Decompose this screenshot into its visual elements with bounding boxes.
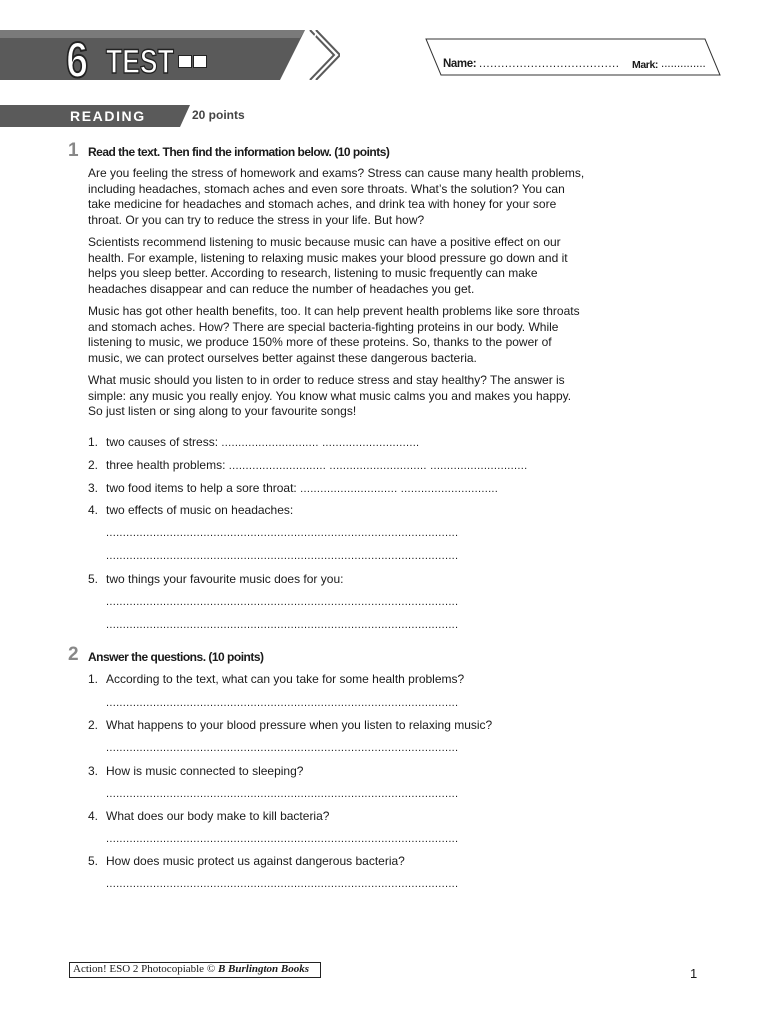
answer-line[interactable]: ......................................................................................................... bbox=[106, 697, 459, 709]
text-paragraph: Scientists recommend listening to music because music can have a positive effect on our health. For example, listening to relaxing music makes your blood pressure go down and it helps you sleep better. According to research, listening to music frequently can make headaches disappear and can reduce the number of headaches you get. bbox=[88, 235, 568, 296]
test-number: 6 bbox=[66, 32, 88, 88]
answer-line[interactable]: ......................................................................................................... bbox=[106, 527, 459, 539]
section-points: 20 points bbox=[192, 108, 245, 122]
list-item: 5. two things your favourite music does for you: bbox=[88, 572, 344, 586]
answer-line[interactable]: ......................................................................................................... bbox=[106, 550, 459, 562]
answer-line[interactable]: ......................................................................................................... bbox=[106, 619, 459, 631]
answer-line[interactable]: ......................................................................................................... bbox=[106, 742, 459, 754]
question-item: 5. How does music protect us against dangerous bacteria? bbox=[88, 854, 405, 868]
question-item: 4. What does our body make to kill bacteria? bbox=[88, 809, 330, 823]
answer-line[interactable]: ......................................................................................................... bbox=[106, 596, 459, 608]
list-item: 2. three health problems: ............................. ............................. ............................. bbox=[88, 458, 528, 472]
answer-line[interactable]: ......................................................................................................... bbox=[106, 833, 459, 845]
name-field[interactable]: ...................................... bbox=[479, 58, 620, 70]
level-square-icon bbox=[178, 55, 192, 68]
level-square-icon bbox=[193, 55, 207, 68]
exercise-instruction: Answer the questions. (10 points) bbox=[88, 650, 264, 664]
section-title: READING bbox=[70, 108, 146, 124]
test-label: TEST bbox=[106, 43, 174, 81]
question-item: 2. What happens to your blood pressure when you listen to relaxing music? bbox=[88, 718, 493, 732]
exercise-instruction: Read the text. Then find the information below. (10 points) bbox=[88, 145, 390, 159]
question-item: 1. According to the text, what can you take for some health problems? bbox=[88, 672, 465, 686]
name-label: Name: bbox=[443, 58, 477, 70]
answer-line[interactable]: ......................................................................................................... bbox=[106, 878, 459, 890]
list-item: 4. two effects of music on headaches: bbox=[88, 503, 294, 517]
footer-copyright: Action! ESO 2 Photocopiable © B Burlington Books bbox=[73, 963, 310, 975]
answer-line[interactable]: ............................. ............................. bbox=[300, 483, 499, 495]
mark-label: Mark: bbox=[632, 59, 659, 71]
text-paragraph: Music has got other health benefits, too. It can help prevent health problems like sore throats and stomach aches. How? There are special bacteria-fighting proteins in our body. While listening to music, we produce 150% more of these proteins. So, thanks to the power of music, we can protect ourselves better against these dangerous bacteria. bbox=[88, 304, 580, 365]
list-item: 1. two causes of stress: ............................. ............................. bbox=[88, 435, 420, 449]
question-item: 3. How is music connected to sleeping? bbox=[88, 764, 304, 778]
publisher-logo: B Burlington Books bbox=[217, 963, 310, 975]
page-number: 1 bbox=[690, 966, 698, 981]
answer-line[interactable]: ......................................................................................................... bbox=[106, 788, 459, 800]
answer-line[interactable]: ............................. ............................. ............................. bbox=[228, 460, 528, 472]
text-paragraph: Are you feeling the stress of homework and exams? Stress can cause many health problems, including headaches, stomach aches and even sore throats. What’s the solution? You can take medicine for headaches and stomach aches, and drink tea with honey for your sore throat. Or you can try to reduce the stress in your life. But how? bbox=[88, 166, 585, 227]
exercise-number: 1 bbox=[68, 140, 79, 161]
answer-line[interactable]: ............................. ............................. bbox=[221, 437, 420, 449]
name-mark-box bbox=[425, 38, 721, 76]
list-item: 3. two food items to help a sore throat: ............................. ............................. bbox=[88, 481, 499, 495]
exercise-number: 2 bbox=[68, 644, 79, 665]
mark-field[interactable]: .............. bbox=[661, 58, 706, 70]
text-paragraph: What music should you listen to in order to reduce stress and stay healthy? The answer is simple: any music you really enjoy. You know what music calms you and makes you happy. So just listen or sing along to your favourite songs! bbox=[88, 373, 572, 419]
